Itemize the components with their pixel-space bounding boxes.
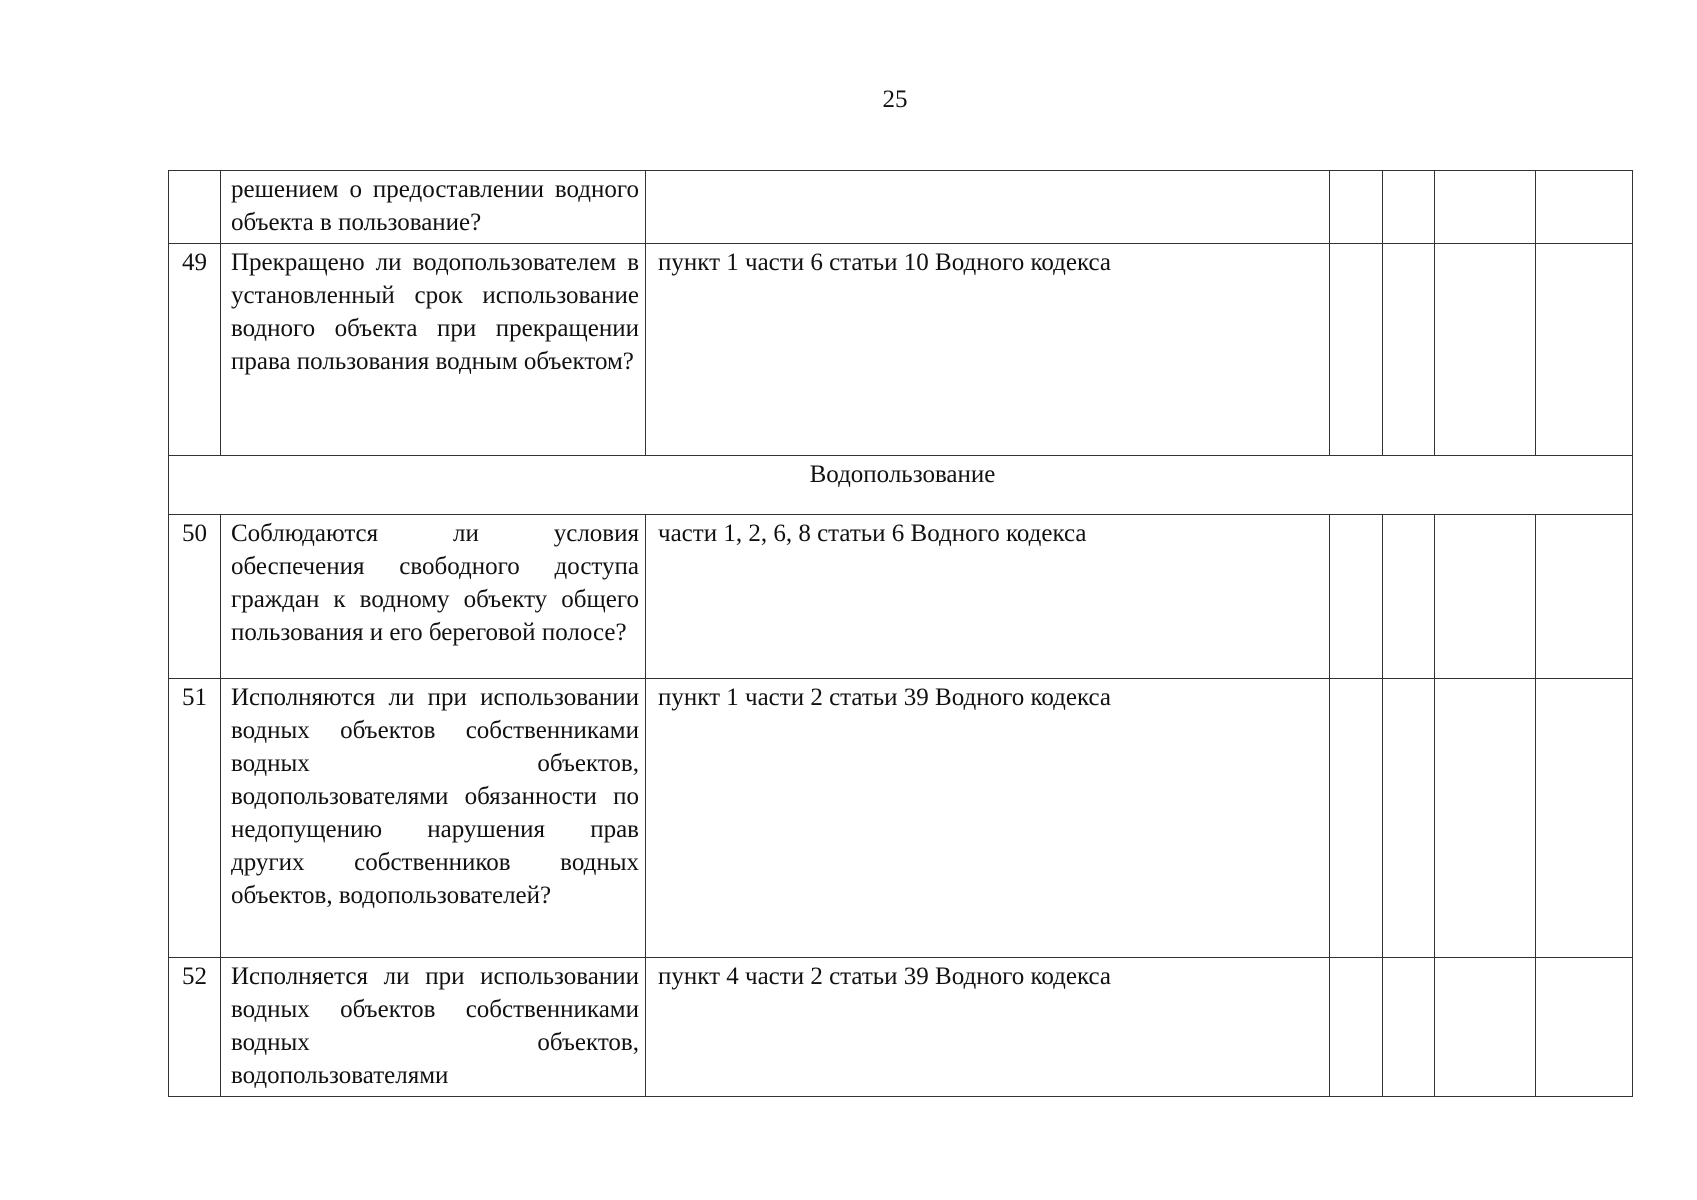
- checklist-table: [168, 170, 1633, 1097]
- answer-na-cell: [1435, 958, 1536, 1097]
- answer-yes-cell: [1330, 171, 1383, 244]
- reference-cell: пункт 1 части 6 статьи 10 Водного кодекса: [646, 244, 1330, 456]
- row-number: 51: [169, 679, 221, 958]
- answer-yes-cell: [1330, 244, 1383, 456]
- answer-no-cell: [1383, 171, 1435, 244]
- question-cell: Соблюдаются ли условия обеспечения свободного доступа граждан к водному объекту общего пользования и его береговой полосе?: [221, 515, 646, 679]
- row-number: 49: [169, 244, 221, 456]
- answer-yes-cell: [1330, 679, 1383, 958]
- page-number: 25: [882, 86, 908, 113]
- reference-cell: пункт 4 части 2 статьи 39 Водного кодекса: [646, 958, 1330, 1097]
- answer-no-cell: [1383, 244, 1435, 456]
- answer-no-cell: [1383, 958, 1435, 1097]
- table-row: [169, 244, 1633, 456]
- answer-na-cell: [1435, 244, 1536, 456]
- row-number: [169, 171, 221, 244]
- row-number: 50: [169, 515, 221, 679]
- question-cell: Прекращено ли водопользователем в установленный срок использование водного объекта при прекращении права пользования водным объектом?: [221, 244, 646, 456]
- table-row: [169, 679, 1633, 958]
- answer-yes-cell: [1330, 515, 1383, 679]
- note-cell: [1536, 958, 1633, 1097]
- question-cell: Исполняется ли при использовании водных объектов собственниками водных объектов, водопользователями: [221, 958, 646, 1097]
- note-cell: [1536, 244, 1633, 456]
- row-number: 52: [169, 958, 221, 1097]
- answer-na-cell: [1435, 171, 1536, 244]
- answer-na-cell: [1435, 515, 1536, 679]
- table-row: [169, 171, 1633, 244]
- reference-cell: [646, 171, 1330, 244]
- reference-cell: части 1, 2, 6, 8 статьи 6 Водного кодекса: [646, 515, 1330, 679]
- answer-no-cell: [1383, 679, 1435, 958]
- table-row: [169, 958, 1633, 1097]
- table-row: [169, 515, 1633, 679]
- answer-no-cell: [1383, 515, 1435, 679]
- note-cell: [1536, 515, 1633, 679]
- section-title: Водопользование: [169, 456, 1633, 515]
- note-cell: [1536, 679, 1633, 958]
- question-cell: решением о предоставлении водного объекта в пользование?: [221, 171, 646, 244]
- question-cell: Исполняются ли при использовании водных объектов собственниками водных объектов, водопользователями обязанности по недопущению нарушения прав других собственников водных объектов, водопользователей?: [221, 679, 646, 958]
- reference-cell: пункт 1 части 2 статьи 39 Водного кодекса: [646, 679, 1330, 958]
- answer-yes-cell: [1330, 958, 1383, 1097]
- note-cell: [1536, 171, 1633, 244]
- section-row: [169, 456, 1633, 515]
- answer-na-cell: [1435, 679, 1536, 958]
